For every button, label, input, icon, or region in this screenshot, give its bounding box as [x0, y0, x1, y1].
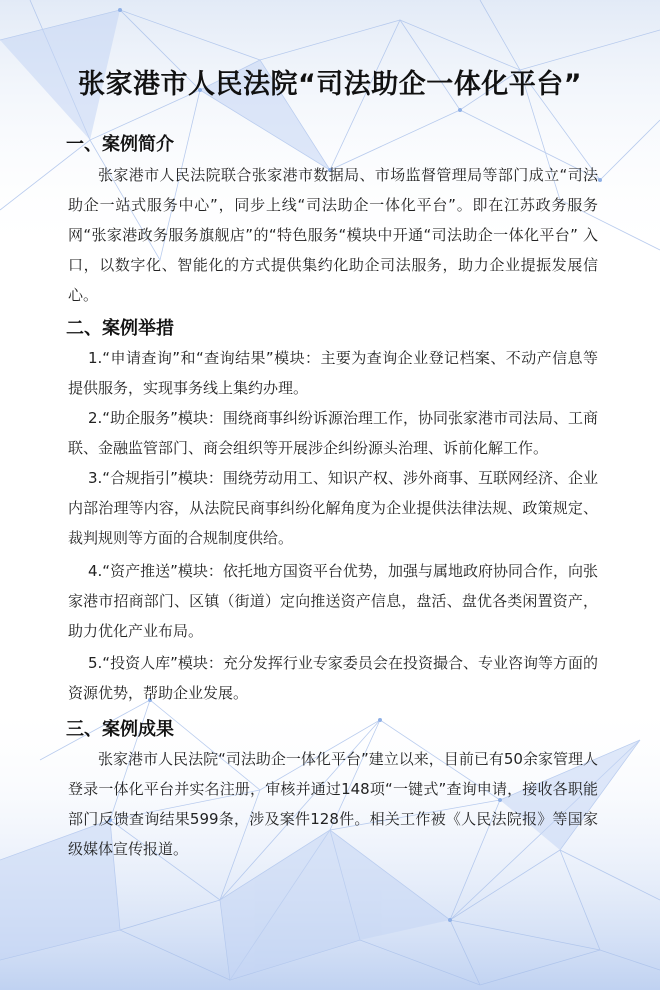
section-heading-introduction: 一、案例简介	[66, 134, 174, 155]
introduction-paragraph: 张家港市人民法院联合张家港市数据局、市场监督管理局等部门成立“司法助企一站式服务中心”，同步上线“司法助企一体化平台”。即在江苏政务服务网“张家港政务服务旗舰店”的“特色服务“模块中开通“司法助企一体化平台” 入口，以数字化、智能化的方式提供集约化助企司法服务，助力企业提振发展信心。	[68, 166, 598, 304]
measure-item-5: 5.“投资人库”模块：充分发挥行业专家委员会在投资撮合、专业咨询等方面的资源优势，帮助企业发展。	[68, 654, 598, 702]
measure-item-1: 1.“申请查询”和“查询结果”模块：主要为查询企业登记档案、不动产信息等提供服务，实现事务线上集约办理。	[68, 349, 598, 397]
section-heading-results: 三、案例成果	[66, 719, 174, 740]
results-paragraph: 张家港市人民法院“司法助企一体化平台”建立以来，目前已有50余家管理人登录一体化平台并实名注册，审核并通过148项“一键式”查询申请，接收各职能部门反馈查询结果599条，涉及案件128件。相关工作被《人民法院报》等国家级媒体宣传报道。	[68, 750, 598, 858]
measure-item-2: 2.“助企服务”模块：围绕商事纠纷诉源治理工作，协同张家港市司法局、工商联、金融监管部门、商会组织等开展涉企纠纷源头治理、诉前化解工作。	[68, 409, 598, 457]
measure-item-3: 3.“合规指引”模块：围绕劳动用工、知识产权、涉外商事、互联网经济、企业内部治理等内容，从法院民商事纠纷化解角度为企业提供法律法规、政策规定、裁判规则等方面的合规制度供给。	[68, 469, 598, 547]
document-title: 张家港市人民法院“司法助企一体化平台”	[78, 69, 582, 100]
measure-item-4: 4.“资产推送”模块：依托地方国资平台优势，加强与属地政府协同合作，向张家港市招商部门、区镇（街道）定向推送资产信息，盘活、盘优各类闲置资产，助力优化产业布局。	[68, 562, 598, 640]
section-heading-measures: 二、案例举措	[66, 318, 174, 339]
